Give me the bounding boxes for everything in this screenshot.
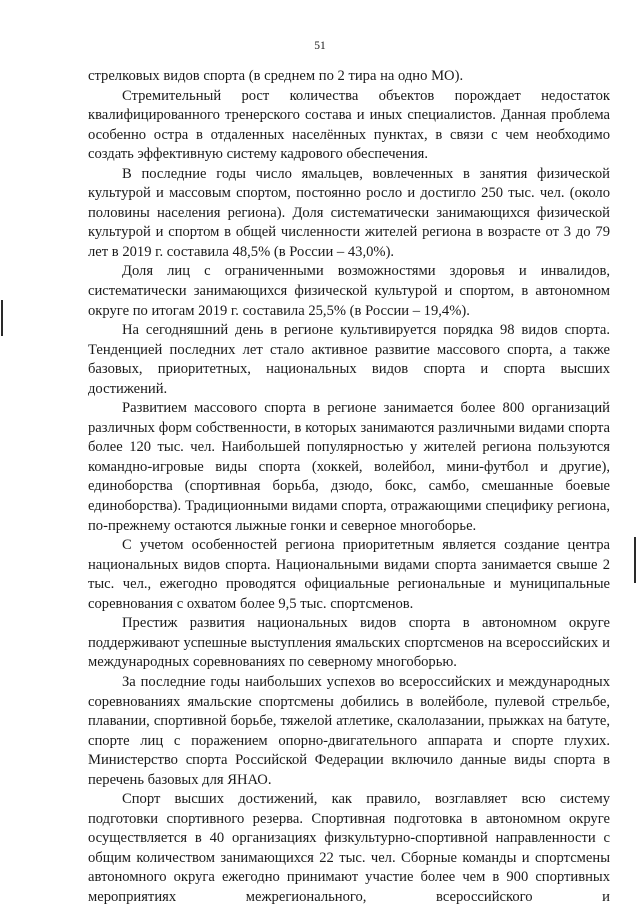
paragraph-7: С учетом особенностей региона приоритетным является создание центра национальных видов спорта. Национальными видами спорта занимается свыше 2 тыс. чел., ежегодно проводятся официальные региональные и муниципальные соревнования с охватом более 9,5 тыс. спортсменов. — [88, 537, 610, 612]
left-margin-mark — [1, 300, 3, 336]
paragraph-3: В последние годы число ямальцев, вовлеченных в занятия физической культурой и массовым спортом, постоянно росло и достигло 250 тыс. чел. (около половины населения региона). Доля систематически занимающихся физической культурой и спортом в общей численности жителей региона в возрасте от 3 до 79 лет в 2019 г. составила 48,5% (в России – 43,0%). — [88, 165, 610, 260]
paragraph-5: На сегодняшний день в регионе культивируется порядка 98 видов спорта. Тенденцией последних лет стало активное развитие массового спорта, а также базовых, приоритетных, национальных видов спорта и спорта высших достижений. — [88, 322, 610, 397]
paragraph-2: Стремительный рост количества объектов порождает недостаток квалифицированного тренерского состава и иных специалистов. Данная проблема особенно остра в отдаленных населённых пунктах, в связи с чем необходимо создать эффективную систему кадрового обеспечения. — [88, 87, 610, 163]
paragraph-4: Доля лиц с ограниченными возможностями здоровья и инвалидов, систематически занимающихся физической культурой и спортом, в автономном округе по итогам 2019 г. составила 25,5% (в России – 19,4%). — [88, 263, 610, 319]
paragraph-6: Развитием массового спорта в регионе занимается более 800 организаций различных форм собственности, в которых занимаются различными видами спорта более 120 тыс. чел. Наибольшей популярностью у жителей региона пользуются командно-игровые виды спорта (хоккей, волейбол, мини-футбол и другие), единоборства (спортивная борьба, дзюдо, бокс, самбо, смешанные боевые единоборства). Традиционными видами спорта, отражающими специфику региона, по-прежнему остаются лыжные гонки и северное многоборье. — [88, 400, 610, 534]
paragraph-10: Спорт высших достижений, как правило, возглавляет всю систему подготовки спортивного резерва. Спортивная подготовка в автономном округе осуществляется в 40 организациях физкультурно-спортивной направленности с общим количеством занимающихся 22 тыс. чел. Сборные команды и спортсмены автономного округа ежегодно принимают участие более чем в 900 спортивных мероприятиях межрегионального, всероссийского и — [88, 791, 610, 905]
text-body — [88, 67, 610, 908]
paragraph-8: Престиж развития национальных видов спорта в автономном округе поддерживают успешные выступления ямальских спортсменов на всероссийских и международных соревнованиях по северному многоборью. — [88, 615, 610, 671]
paragraph-1: стрелковых видов спорта (в среднем по 2 тира на одно МО). — [88, 68, 464, 84]
page-number: 51 — [314, 40, 326, 52]
paragraph-9: За последние годы наибольших успехов во всероссийских и международных соревнованиях ямальские спортсмены добились в волейболе, пулевой стрельбе, плавании, спортивной борьбе, тяжелой атлетике, скалолазании, прыжках на батуте, спорте лиц с поражением опорно-двигательного аппарата и спорте глухих. Министерство спорта Российской Федерации включило данные виды спорта в перечень базовых для ЯНАО. — [88, 673, 610, 788]
right-margin-mark — [634, 537, 636, 583]
